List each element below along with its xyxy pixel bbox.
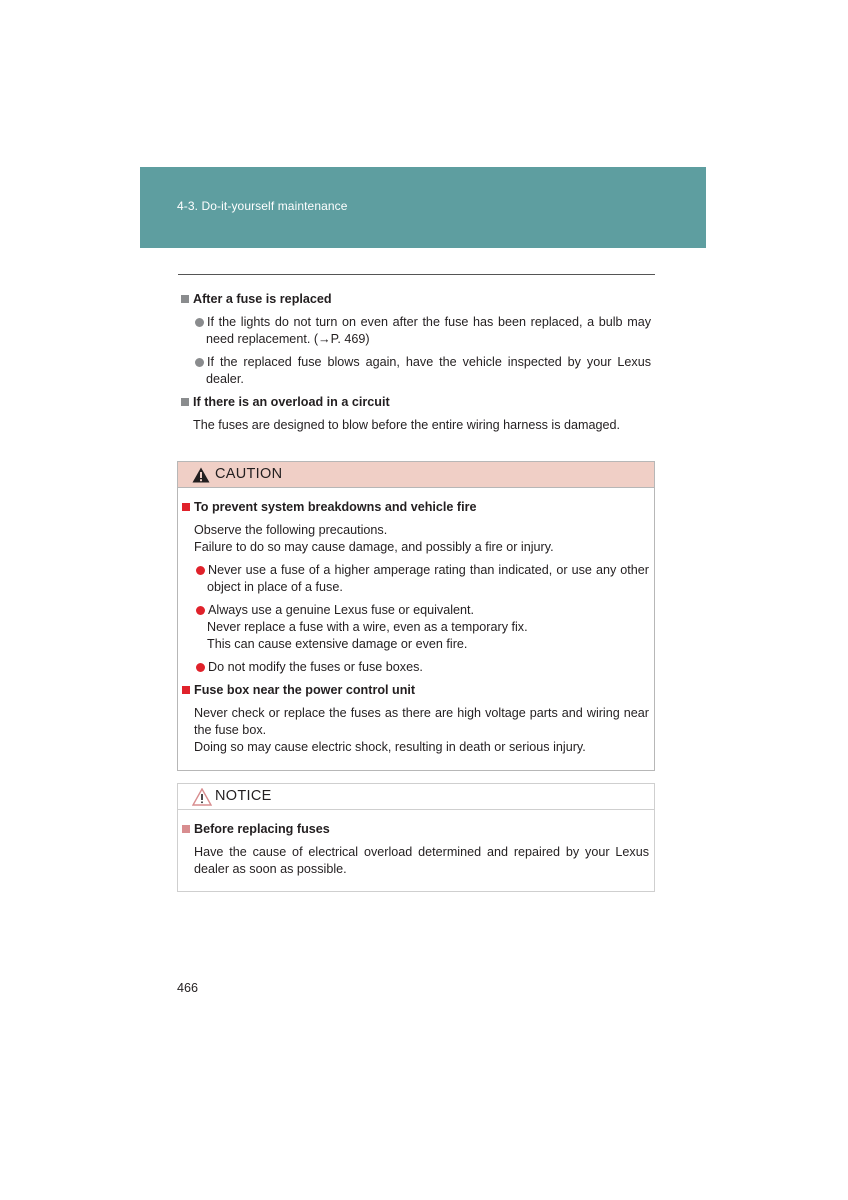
list-item: Do not modify the fuses or fuse boxes.	[182, 659, 649, 676]
caution-heading-2: Fuse box near the power control unit	[182, 682, 649, 699]
caution-text: Failure to do so may cause damage, and possibly a fire or injury.	[194, 540, 554, 554]
caution-header	[178, 462, 654, 488]
page-number: 466	[177, 981, 199, 995]
bullet-icon	[195, 318, 204, 327]
caution-text: Never check or replace the fuses as there are high voltage parts and wiring near the fuse box.	[194, 706, 649, 737]
notice-label: NOTICE	[215, 788, 272, 804]
notice-heading: Before replacing fuses	[182, 821, 649, 838]
square-marker-icon	[182, 825, 190, 833]
after-fuse-section	[181, 291, 651, 434]
warning-icon	[192, 467, 210, 483]
caution-text: Observe the following precautions.	[194, 523, 388, 537]
list-item: If the replaced fuse blows again, have the vehicle inspected by your Lexus dealer.	[181, 354, 651, 388]
square-marker-icon	[182, 503, 190, 511]
caution-box	[177, 461, 655, 771]
caution-text: Doing so may cause electric shock, resulting in death or serious injury.	[194, 740, 586, 754]
overload-heading: If there is an overload in a circuit	[181, 394, 651, 411]
list-item: If the lights do not turn on even after the fuse has been replaced, a bulb may need replacement. (→P. 469)	[181, 314, 651, 348]
section-title: 4-3. Do-it-yourself maintenance	[177, 199, 348, 213]
divider	[178, 274, 655, 275]
caution-label: CAUTION	[215, 466, 283, 482]
notice-box	[177, 783, 655, 892]
overload-text: The fuses are designed to blow before the entire wiring harness is damaged.	[193, 418, 621, 432]
after-fuse-heading: After a fuse is replaced	[181, 291, 651, 308]
square-marker-icon	[181, 295, 189, 303]
bullet-icon	[196, 606, 205, 615]
notice-content	[182, 821, 649, 878]
list-item: Never use a fuse of a higher amperage rating than indicated, or use any other object in place of a fuse.	[182, 562, 649, 596]
bullet-icon	[196, 566, 205, 575]
section-header-band	[140, 167, 706, 248]
warning-outline-icon	[192, 788, 212, 806]
list-item-continued: Never replace a fuse with a wire, even as a temporary fix.	[207, 620, 528, 634]
list-item-continued: This can cause extensive damage or even fire.	[207, 637, 468, 651]
bullet-icon	[195, 358, 204, 367]
list-item: Always use a genuine Lexus fuse or equivalent.	[182, 602, 649, 619]
notice-text: Have the cause of electrical overload determined and repaired by your Lexus dealer as soon as possible.	[194, 845, 649, 876]
caution-heading-1: To prevent system breakdowns and vehicle fire	[182, 499, 649, 516]
bullet-icon	[196, 663, 205, 672]
square-marker-icon	[182, 686, 190, 694]
square-marker-icon	[181, 398, 189, 406]
notice-header	[178, 784, 654, 810]
caution-content	[182, 499, 649, 756]
